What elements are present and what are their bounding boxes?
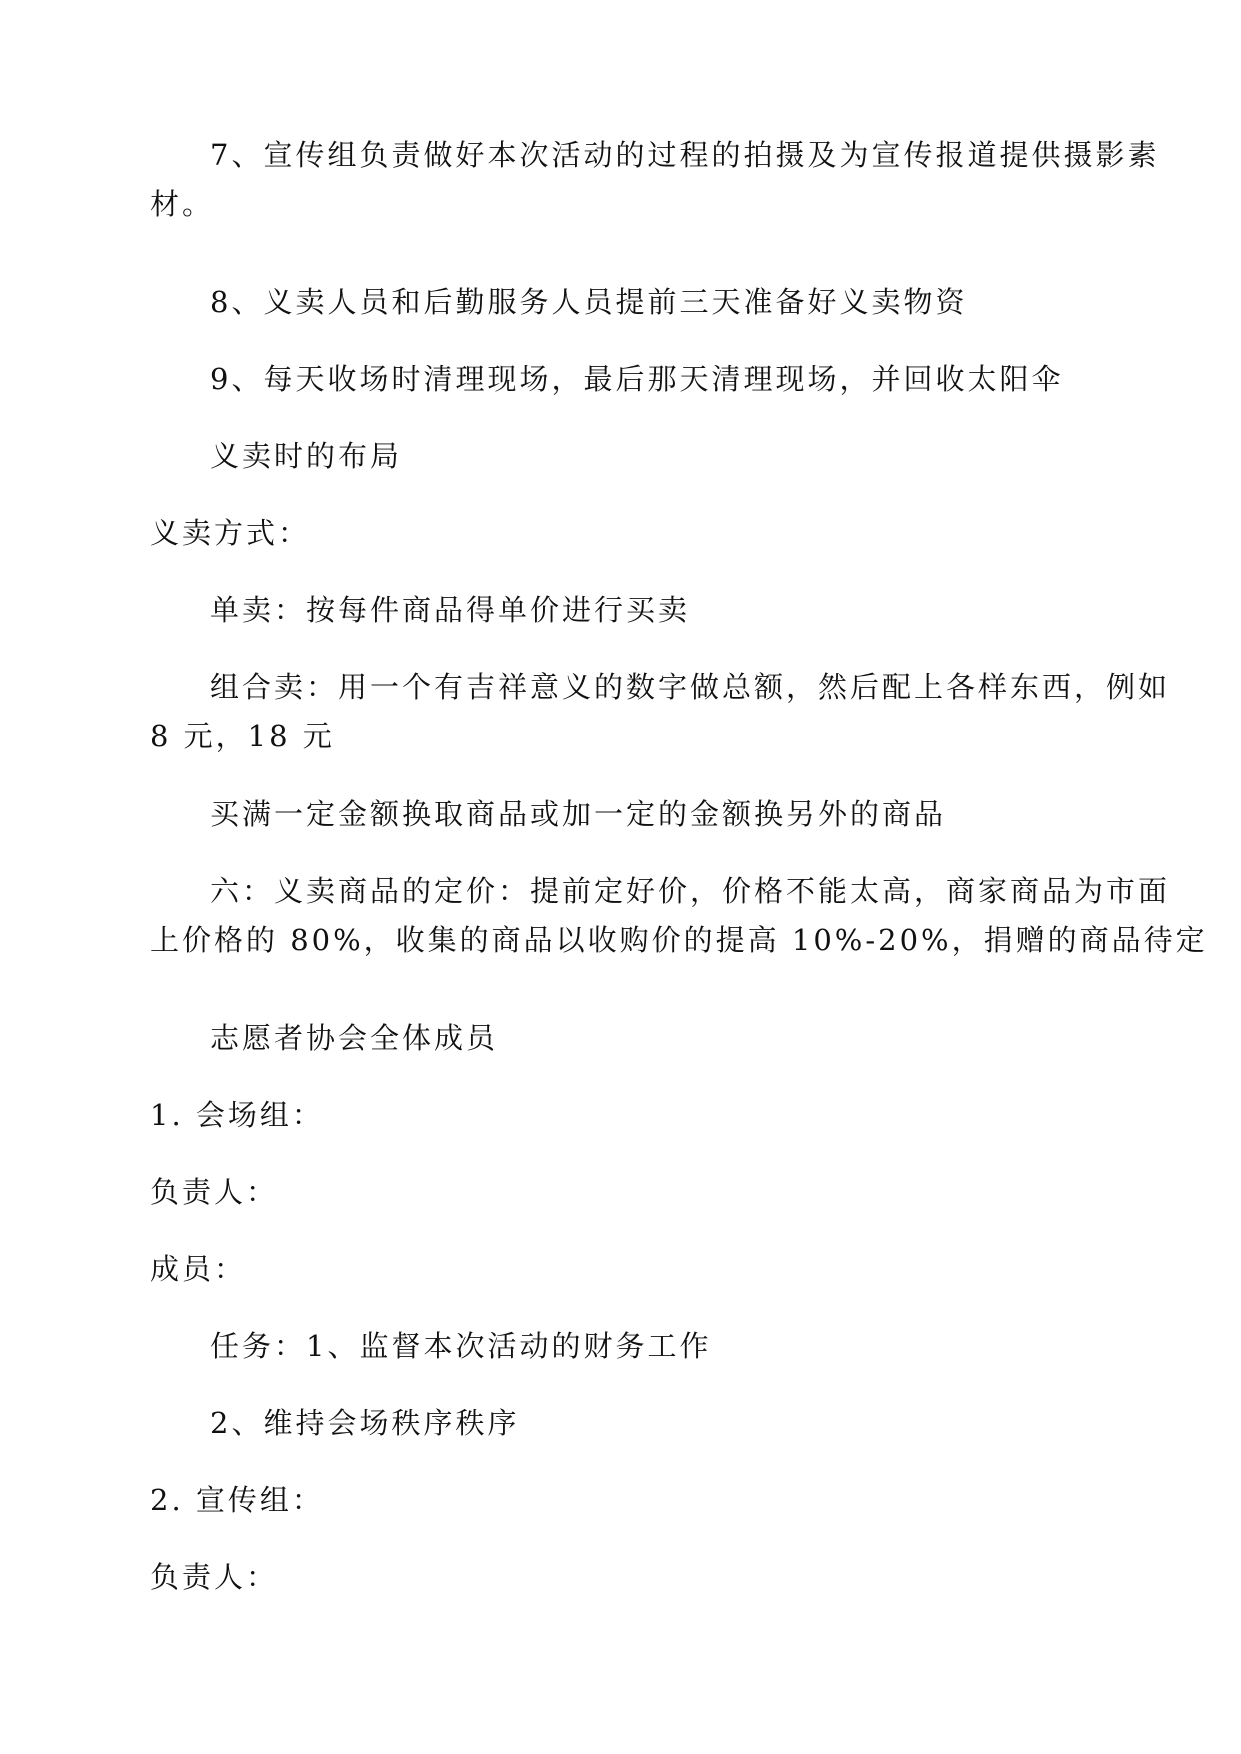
section-heading: 义卖时的布局	[210, 439, 403, 473]
paragraph-line: 任务：1、监督本次活动的财务工作	[210, 1329, 712, 1363]
paragraph-line: 8、义卖人员和后勤服务人员提前三天准备好义卖物资	[210, 285, 968, 319]
paragraph-line: 六：义卖商品的定价：提前定好价，价格不能太高，商家商品为市面	[210, 874, 1171, 908]
paragraph-line: 9、每天收场时清理现场，最后那天清理现场，并回收太阳伞	[210, 362, 1064, 396]
section-heading: 志愿者协会全体成员	[210, 1021, 499, 1055]
field-label: 成员：	[150, 1252, 247, 1286]
paragraph-line: 上价格的 80%，收集的商品以收购价的提高 10%-20%，捐赠的商品待定	[150, 923, 1208, 957]
paragraph-line: 单卖：按每件商品得单价进行买卖	[210, 593, 691, 627]
paragraph-line: 2、维持会场秩序秩序	[210, 1406, 520, 1440]
paragraph-line: 买满一定金额换取商品或加一定的金额换另外的商品	[210, 797, 947, 831]
section-heading: 义卖方式：	[150, 516, 311, 550]
list-heading: 1. 会场组：	[150, 1098, 324, 1132]
field-label: 负责人：	[150, 1560, 279, 1594]
list-heading: 2. 宣传组：	[150, 1483, 324, 1517]
paragraph-line: 材。	[150, 187, 215, 221]
field-label: 负责人：	[150, 1175, 279, 1209]
paragraph-line: 组合卖：用一个有吉祥意义的数字做总额，然后配上各样东西，例如	[210, 670, 1171, 704]
paragraph-line: 7、宣传组负责做好本次活动的过程的拍摄及为宣传报道提供摄影素	[210, 138, 1160, 172]
paragraph-line: 8 元，18 元	[150, 719, 335, 753]
